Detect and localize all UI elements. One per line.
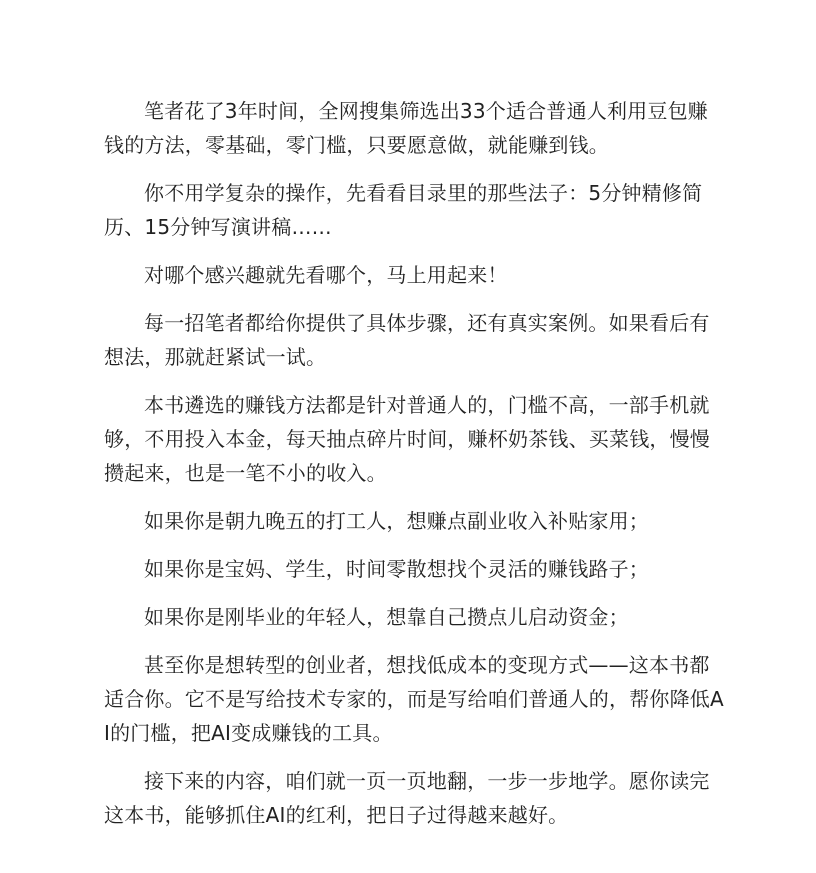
paragraph-5: 本书遴选的赚钱方法都是针对普通人的，门槛不高，一部手机就够，不用投入本金，每天抽点碎片时间，赚杯奶茶钱、买菜钱，慢慢攒起来，也是一笔不小的收入。 bbox=[104, 393, 710, 485]
paragraph-8: 如果你是刚毕业的年轻人，想靠自己攒点儿启动资金； bbox=[144, 605, 629, 629]
paragraph-2: 你不用学复杂的操作，先看看目录里的那些法子：5分钟精修简历、15分钟写演讲稿…… bbox=[104, 181, 703, 239]
paragraph-7: 如果你是宝妈、学生，时间零散想找个灵活的赚钱路子； bbox=[144, 557, 649, 581]
document-body bbox=[104, 94, 724, 846]
paragraph-6: 如果你是朝九晚五的打工人，想赚点副业收入补贴家用； bbox=[144, 509, 649, 533]
paragraph-10: 接下来的内容，咱们就一页一页地翻，一步一步地学。愿你读完这本书，能够抓住AI的红利，把日子过得越来越好。 bbox=[104, 769, 710, 827]
paragraph-4: 每一招笔者都给你提供了具体步骤，还有真实案例。如果看后有想法，那就赶紧试一试。 bbox=[104, 311, 710, 369]
paragraph-3: 对哪个感兴趣就先看哪个，马上用起来！ bbox=[144, 263, 508, 287]
paragraph-9: 甚至你是想转型的创业者，想找低成本的变现方式——这本书都适合你。它不是写给技术专家的，而是写给咱们普通人的，帮你降低AI的门槛，把AI变成赚钱的工具。 bbox=[104, 653, 724, 745]
paragraph-1: 笔者花了3年时间，全网搜集筛选出33个适合普通人利用豆包赚钱的方法，零基础，零门槛，只要愿意做，就能赚到钱。 bbox=[104, 99, 708, 157]
